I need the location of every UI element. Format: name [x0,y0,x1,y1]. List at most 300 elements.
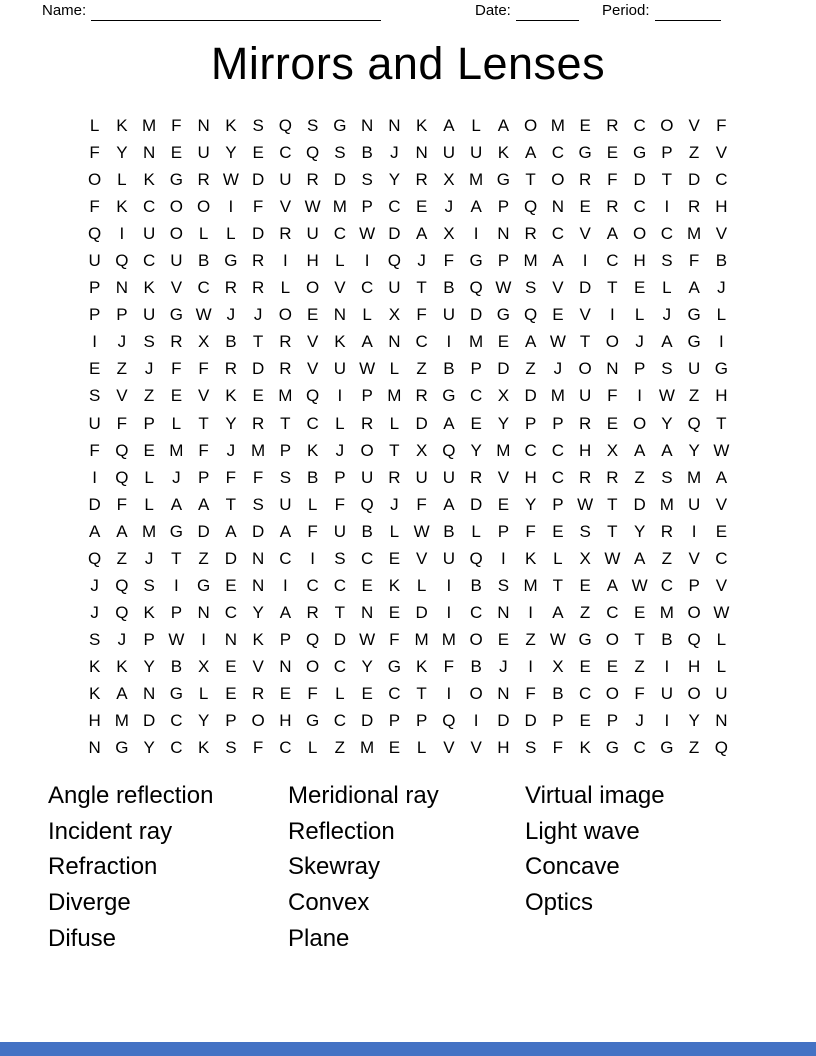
grid-letter: E [497,629,510,649]
grid-letter: F [607,386,618,406]
grid-letter: P [606,711,619,731]
grid-letter: O [551,170,565,190]
grid-letter: J [499,656,508,676]
grid-letter: X [415,440,428,460]
grid-letter: Q [115,440,129,460]
grid-letter: P [88,278,101,298]
grid-letter: N [224,629,238,649]
grid-letter: S [497,575,510,595]
grid-letter: I [664,197,670,217]
grid-letter: D [524,386,537,406]
grid-letter: L [553,548,563,568]
grid-letter: G [442,386,456,406]
grid-letter: L [634,305,645,325]
grid-letter: C [715,170,728,190]
period-blank-line [655,4,721,21]
grid-letter: T [607,278,618,298]
grid-letter: E [361,575,373,595]
grid-letter: O [687,683,701,703]
grid-letter: E [225,683,237,703]
grid-letter: K [334,332,346,352]
grid-letter: A [116,683,128,703]
grid-letter: A [415,224,428,244]
grid-letter: E [388,548,401,568]
grid-letter: F [89,143,100,163]
grid-letter: U [442,467,456,487]
grid-letter: B [361,521,373,541]
grid-letter: R [197,170,210,190]
grid-letter: E [225,656,237,676]
grid-letter: H [279,711,292,731]
grid-letter: C [170,738,183,758]
grid-letter: J [635,332,644,352]
grid-letter: F [89,197,100,217]
grid-letter: E [633,602,646,622]
grid-letter: T [171,548,182,568]
grid-letter: R [578,413,592,433]
grid-row [81,545,735,572]
grid-letter: P [415,711,428,731]
grid-letter: R [578,467,592,487]
grid-letter: H [715,386,728,406]
grid-letter: K [225,386,237,406]
grid-letter: L [226,224,236,244]
grid-letter: I [228,197,234,217]
grid-letter: L [117,170,127,190]
grid-letter: S [334,548,346,568]
grid-letter: E [606,143,619,163]
grid-letter: R [524,224,537,244]
grid-letter: C [715,548,728,568]
grid-letter: M [469,170,484,190]
grid-letter: M [332,197,347,217]
grid-letter: V [579,305,591,325]
grid-letter: P [552,413,564,433]
grid-letter: C [279,143,292,163]
grid-letter: V [715,575,728,595]
grid-letter: D [497,711,510,731]
grid-letter: O [605,629,619,649]
grid-letter: Z [116,548,128,568]
grid-letter: O [524,116,538,135]
grid-row [81,437,735,464]
grid-letter: A [361,332,373,352]
grid-letter: I [664,711,670,731]
grid-letter: L [389,413,400,433]
grid-letter: E [579,575,591,595]
grid-letter: Z [416,359,427,379]
grid-letter: T [716,413,727,433]
grid-letter: E [88,359,101,379]
grid-letter: K [524,548,537,568]
grid-letter: I [446,683,452,703]
grid-letter: N [497,602,510,622]
grid-letter: R [170,332,183,352]
grid-letter: R [251,251,265,271]
grid-letter: J [90,575,99,595]
grid-letter: Z [661,548,673,568]
grid-letter: Y [524,494,537,514]
grid-letter: F [198,440,209,460]
grid-letter: M [523,575,538,595]
grid-row [81,410,735,437]
grid-letter: J [226,305,236,325]
grid-letter: W [359,359,376,379]
grid-letter: A [661,440,673,460]
grid-letter: G [169,521,183,541]
grid-row [81,274,735,301]
grid-letter: N [88,738,101,758]
grid-letter: C [279,738,292,758]
grid-letter: P [279,440,292,460]
grid-letter: Y [225,143,237,163]
grid-letter: F [252,467,264,487]
grid-letter: X [606,440,619,460]
grid-letter: V [715,494,728,514]
grid-letter: R [224,359,238,379]
grid-row [81,355,735,382]
grid-letter: V [334,278,346,298]
grid-letter: R [279,332,292,352]
grid-row [81,680,735,707]
grid-letter: N [606,359,619,379]
grid-letter: G [496,305,510,325]
grid-letter: J [390,494,399,514]
grid-letter: L [335,683,345,703]
grid-letter: L [335,251,345,271]
grid-letter: U [660,683,674,703]
grid-letter: T [225,494,237,514]
grid-letter: R [415,170,428,190]
grid-letter: L [716,305,727,325]
grid-row [81,572,735,599]
grid-letter: B [170,656,183,676]
grid-letter: O [633,224,647,244]
grid-letter: S [279,467,292,487]
grid-letter: S [334,143,346,163]
grid-letter: J [417,251,426,271]
grid-letter: B [552,683,564,703]
grid-letter: H [524,467,537,487]
grid-letter: D [224,548,238,568]
grid-letter: N [551,197,565,217]
grid-letter: F [334,494,346,514]
grid-letter: Y [633,521,646,541]
grid-letter: W [304,197,321,217]
grid-letter: C [333,575,347,595]
grid-letter: F [171,359,182,379]
grid-letter: W [168,629,185,649]
grid-letter: L [716,629,727,649]
grid-letter: O [88,170,102,190]
grid-letter: L [662,278,672,298]
grid-letter: F [89,440,100,460]
grid-letter: F [634,683,645,703]
grid-letter: A [524,143,537,163]
grid-letter: I [473,224,479,244]
grid-letter: Y [388,170,401,190]
grid-letter: K [306,440,319,460]
word-list-column-1 [48,778,213,956]
grid-letter: M [496,440,511,460]
grid-letter: S [306,116,319,135]
grid-letter: P [688,575,700,595]
grid-letter: U [197,143,210,163]
grid-letter: K [415,656,428,676]
grid-letter: C [469,602,483,622]
grid-letter: I [501,548,506,568]
grid-letter: E [170,386,183,406]
grid-letter: D [388,224,401,244]
grid-letter: S [252,116,264,135]
grid-letter: G [197,575,211,595]
grid-letter: D [251,170,265,190]
grid-letter: M [550,386,565,406]
grid-letter: I [691,521,697,541]
grid-letter: X [443,224,455,244]
grid-letter: E [415,197,428,217]
word-list-item: Convex [288,889,370,917]
grid-letter: E [552,305,564,325]
grid-letter: I [664,656,670,676]
grid-letter: G [578,629,592,649]
grid-letter: T [634,629,645,649]
grid-letter: P [116,305,128,325]
grid-letter: I [337,386,343,406]
grid-letter: G [605,738,619,758]
grid-letter: G [633,143,647,163]
grid-letter: K [415,116,428,135]
grid-letter: G [306,711,320,731]
grid-letter: G [387,656,401,676]
grid-letter: C [551,143,565,163]
grid-letter: P [170,602,183,622]
grid-letter: U [142,305,156,325]
grid-letter: W [222,170,239,190]
grid-row [81,518,735,545]
grid-letter: A [443,494,455,514]
grid-letter: D [524,711,537,731]
grid-letter: D [415,413,428,433]
grid-letter: L [471,521,481,541]
word-list-item: Meridional ray [288,782,439,809]
grid-letter: I [528,602,533,622]
grid-letter: V [715,224,728,244]
grid-letter: W [359,629,376,649]
grid-letter: C [606,251,619,271]
grid-letter: Q [306,143,320,163]
grid-letter: R [360,413,374,433]
grid-letter: K [88,683,101,703]
grid-letter: L [171,413,182,433]
word-list-item: Angle reflection [48,782,214,809]
grid-letter: C [333,224,347,244]
page-title: Mirrors and Lenses [210,38,606,89]
grid-row [81,193,735,220]
grid-letter: X [443,170,455,190]
grid-letter: Q [115,467,129,487]
grid-letter: W [713,602,730,622]
grid-letter: K [388,575,401,595]
grid-row [81,734,735,761]
grid-letter: W [658,386,675,406]
grid-letter: E [606,413,619,433]
grid-letter: F [389,629,400,649]
grid-letter: H [633,251,646,271]
grid-letter: J [390,143,399,163]
grid-letter: Z [198,548,209,568]
word-list-item: Refraction [48,853,158,881]
grid-letter: K [225,116,237,135]
grid-letter: U [442,548,456,568]
grid-letter: D [251,521,265,541]
grid-letter: R [279,224,292,244]
grid-letter: B [443,278,455,298]
grid-letter: E [579,711,591,731]
grid-letter: U [88,251,101,271]
grid-letter: B [470,575,482,595]
grid-letter: K [197,738,210,758]
grid-letter: Y [143,656,155,676]
grid-letter: F [607,170,618,190]
grid-row [81,653,735,680]
grid-letter: J [444,197,454,217]
grid-letter: N [497,683,510,703]
grid-letter: S [88,629,101,649]
grid-letter: W [549,629,566,649]
grid-letter: U [687,494,701,514]
grid-letter: C [660,575,674,595]
grid-letter: A [552,602,564,622]
grid-letter: M [114,711,129,731]
grid-letter: S [143,332,155,352]
grid-letter: B [661,629,673,649]
grid-letter: S [225,738,237,758]
grid-letter: V [443,738,455,758]
grid-letter: U [469,143,483,163]
grid-letter: S [524,738,537,758]
grid-letter: H [578,440,592,460]
grid-letter: H [306,251,319,271]
grid-letter: Y [116,143,128,163]
grid-letter: S [361,170,373,190]
grid-letter: C [551,467,565,487]
period-field-group [602,2,721,21]
grid-letter: F [252,197,264,217]
grid-letter: E [579,116,591,135]
grid-letter: C [306,413,319,433]
grid-letter: I [283,251,288,271]
grid-letter: P [143,413,155,433]
grid-letter: Z [688,386,700,406]
grid-letter: R [578,170,592,190]
grid-letter: J [90,602,99,622]
grid-letter: H [687,656,701,676]
word-search-grid [81,112,735,761]
grid-letter: L [307,494,318,514]
grid-letter: A [88,521,101,541]
grid-letter: P [388,711,401,731]
grid-letter: B [443,359,455,379]
grid-letter: D [633,170,646,190]
grid-letter: W [549,332,566,352]
word-list-item: Plane [288,924,350,952]
grid-letter: F [198,359,209,379]
word-list-item: Optics [525,889,594,917]
grid-letter: B [470,656,482,676]
grid-letter: G [687,305,701,325]
grid-letter: Q [469,278,483,298]
grid-letter: O [306,278,320,298]
grid-letter: W [604,548,621,568]
grid-letter: F [116,494,128,514]
grid-letter: Z [525,359,536,379]
grid-letter: A [443,413,455,433]
grid-letter: D [251,359,265,379]
grid-letter: G [496,170,510,190]
grid-letter: F [552,738,564,758]
grid-letter: B [197,251,210,271]
grid-letter: M [550,116,565,135]
grid-letter: O [197,197,211,217]
grid-row [81,382,735,409]
grid-letter: T [579,332,591,352]
grid-letter: F [252,738,264,758]
grid-letter: K [497,143,510,163]
grid-letter: W [577,494,594,514]
grid-letter: Q [115,251,129,271]
grid-letter: C [606,602,619,622]
grid-letter: B [306,467,319,487]
grid-letter: G [578,143,592,163]
word-list-item: Light wave [525,817,640,845]
grid-letter: R [687,197,701,217]
grid-letter: E [497,332,510,352]
grid-letter: Q [469,548,483,568]
grid-letter: D [142,711,156,731]
grid-letter: E [715,521,728,541]
grid-letter: L [362,305,372,325]
grid-letter: E [633,278,646,298]
grid-letter: P [497,251,510,271]
name-field-group [42,2,381,21]
grid-letter: N [197,602,210,622]
grid-letter: J [717,278,726,298]
grid-letter: S [88,386,101,406]
grid-row [81,139,735,166]
grid-letter: Q [442,711,456,731]
grid-letter: C [660,224,674,244]
grid-letter: B [361,143,373,163]
grid-letter: E [306,305,319,325]
grid-letter: J [117,629,127,649]
grid-letter: F [416,494,427,514]
grid-letter: K [143,278,155,298]
grid-letter: M [142,116,157,135]
grid-letter: G [169,170,183,190]
grid-letter: E [606,656,619,676]
grid-letter: J [172,467,181,487]
grid-letter: V [579,224,591,244]
grid-letter: U [715,683,728,703]
grid-letter: F [525,521,536,541]
grid-letter: U [415,467,428,487]
grid-letter: B [443,521,455,541]
grid-letter: A [116,521,128,541]
grid-row [81,626,735,653]
grid-letter: P [197,467,210,487]
grid-letter: M [659,602,674,622]
